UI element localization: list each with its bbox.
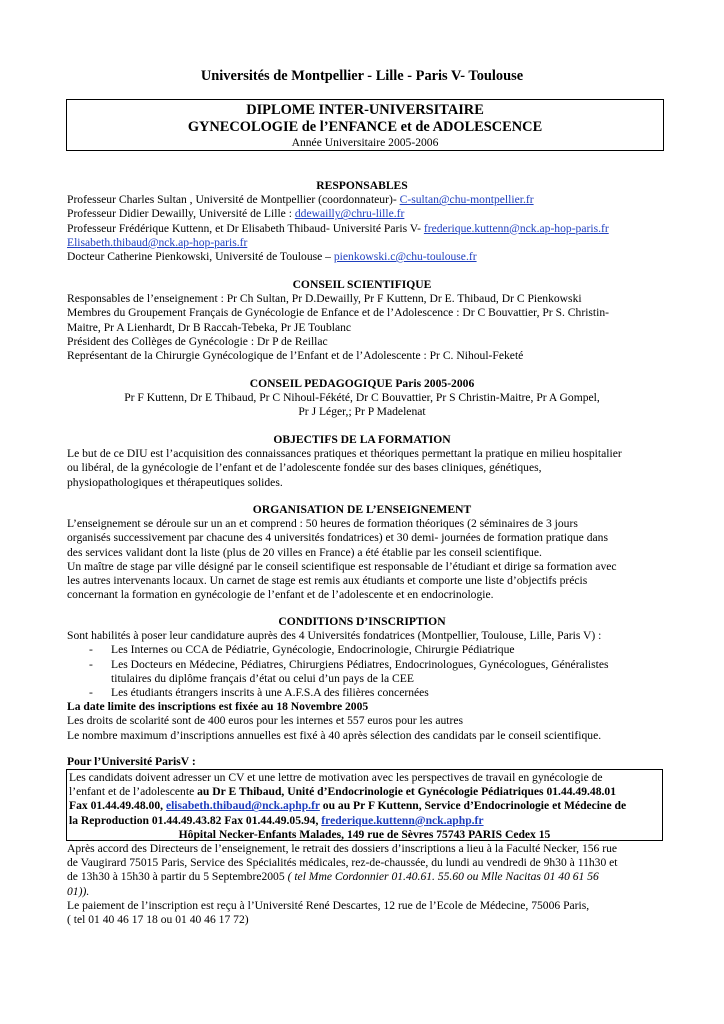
- eligibility-list: [67, 643, 657, 700]
- responsables-heading: RESPONSABLES: [316, 179, 408, 192]
- objectifs-section: [67, 433, 657, 490]
- box-line: Les candidats doivent adresser un CV et une lettre de motivation avec les perspectives de travail en gynécologie de: [69, 771, 603, 784]
- procedure-line: 01)).: [67, 884, 90, 898]
- responsable-kuttenn: Professeur Frédérique Kuttenn, et Dr Elisabeth Thibaud- Université Paris V- frederique.kuttenn@nck.ap-hop-paris.fr: [67, 221, 609, 235]
- conseil-line: Président des Collèges de Gynécologie : Dr P de Reillac: [67, 334, 328, 348]
- list-item: - Les étudiants étrangers inscrits à une A.F.S.A des filières concernées: [67, 686, 657, 700]
- responsables-section: [67, 179, 657, 264]
- box-line: Fax 01.44.49.48.00, elisabeth.thibaud@nck.aphp.fr ou au Pr F Kuttenn, Service d’Endocrinologie et Médecine de: [69, 799, 627, 813]
- box-line: l’enfant et de l’adolescente au Dr E Thibaud, Unité d’Endocrinologie et Gynécologie Pédiatriques 01.44.49.48.01: [69, 785, 617, 799]
- universities-header: Universités de Montpellier - Lille - Paris V- Toulouse: [200, 68, 524, 84]
- email-link-kuttenn-aphp[interactable]: frederique.kuttenn@nck.aphp.fr: [321, 813, 484, 827]
- list-item: - Les Docteurs en Médecine, Pédiatres, Chirurgiens Pédiatres, Endocrinologues, Gynécologues, Généralistes titulaires du diplôme français d’état ou celui d’un pays de la CEE: [67, 658, 657, 686]
- hospital-address: Hôpital Necker-Enfants Malades, 149 rue de Sèvres 75743 PARIS Cedex 15: [178, 827, 551, 841]
- diploma-title-box: [66, 99, 664, 151]
- organisation-line: Un maître de stage par ville désigné par le conseil scientifique est responsable de l’étudiant et dirige sa formation avec: [67, 559, 617, 573]
- organisation-line: les autres intervenants locaux. Un carnet de stage est remis aux étudiants et comporte une liste d’objectifs précis: [67, 574, 588, 588]
- conditions-section: [67, 615, 657, 743]
- conseil-line: Responsables de l’enseignement : Pr Ch Sultan, Pr D.Dewailly, Pr F Kuttenn, Dr E. Thibaud, Dr C Pienkowski: [67, 292, 582, 306]
- fees-line: Les droits de scolarité sont de 400 euros pour les internes et 557 euros pour les autres: [67, 714, 464, 728]
- conseil-pedagogique-heading: CONSEIL PEDAGOGIQUE Paris 2005-2006: [249, 377, 475, 390]
- max-inscriptions-line: Le nombre maximum d’inscriptions annuelles est fixé à 40 après sélection des candidats par le conseil scientifique.: [67, 728, 602, 742]
- paris-heading: Pour l’Université ParisV :: [67, 755, 196, 768]
- payment-line: ( tel 01 40 46 17 18 ou 01 40 46 17 72): [67, 913, 249, 927]
- conditions-heading: CONDITIONS D’INSCRIPTION: [278, 615, 446, 628]
- organisation-line: concernant la formation en gynécologie de l’enfant et de l’adolescente et en endocrinologie.: [67, 588, 494, 602]
- organisation-section: [67, 503, 657, 602]
- academic-year: Année Universitaire 2005-2006: [291, 136, 439, 149]
- pedagogique-line: Pr J Léger,; Pr P Madelenat: [298, 405, 426, 419]
- paris-procedure: [67, 842, 657, 927]
- email-link-thibaud-aphp[interactable]: elisabeth.thibaud@nck.aphp.fr: [165, 799, 320, 813]
- diploma-title-line2: GYNECOLOGIE de l’ENFANCE et de ADOLESCENCE: [187, 119, 543, 135]
- organisation-line: organisés successivement par chacune des 4 universités fondatrices) et 30 demi- journées de formation pratique dans: [67, 531, 608, 545]
- responsable-dewailly: Professeur Didier Dewailly, Université de Lille : ddewailly@chru-lille.fr: [67, 207, 405, 221]
- objectifs-line: ou libéral, de la gynécologie de l’enfant et de l’adolescente fondée sur des bases cliniques, génétiques,: [67, 461, 542, 475]
- email-link-pienkowski[interactable]: pienkowski.c@chu-toulouse.fr: [333, 250, 477, 264]
- procedure-line: Après accord des Directeurs de l’enseignement, le retrait des dossiers d’inscriptions a lieu à la Faculté Necker, 156 rue: [67, 842, 618, 855]
- conseil-line: Représentant de la Chirurgie Gynécologique de l’Enfant et de l’Adolescente : Pr C. Nihoul-Feketé: [67, 349, 524, 363]
- organisation-line: des services validant dont la liste (plus de 20 villes en France) a été établie par les conseil scientifique.: [67, 545, 542, 559]
- responsable-sultan: Professeur Charles Sultan , Université de Montpellier (coordonnateur)- C-sultan@chu-montpellier.fr: [67, 193, 534, 207]
- list-item: - Les Internes ou CCA de Pédiatrie, Gynécologie, Endocrinologie, Chirurgie Pédiatrique: [67, 643, 657, 657]
- procedure-line: de 13h30 à 15h30 à partir du 5 Septembre2005 ( tel Mme Cordonnier 01.40.61. 55.60 ou Mlle Nacitas 01 40 61 56: [67, 870, 599, 884]
- conseil-line: Membres du Groupement Français de Gynécologie de Enfance et de l’Adolescence : Dr C Bouvattier, Pr S. Christin-: [67, 306, 610, 320]
- paris-contact-box: [66, 769, 663, 841]
- email-link-sultan[interactable]: C-sultan@chu-montpellier.fr: [399, 193, 534, 207]
- organisation-heading: ORGANISATION DE L’ENSEIGNEMENT: [252, 503, 472, 516]
- responsable-thibaud-email: [67, 236, 657, 250]
- conseil-scientifique-section: [67, 278, 657, 363]
- email-link-thibaud[interactable]: Elisabeth.thibaud@nck.ap-hop-paris.fr: [67, 235, 248, 249]
- objectifs-line: physiopathologiques et thérapeutiques solides.: [67, 475, 283, 489]
- objectifs-line: Le but de ce DIU est l’acquisition des connaissances pratiques et théoriques permettant la pratique en milieu hospitalier: [67, 447, 622, 461]
- conseil-line: Maitre, Pr A Lienhardt, Dr B Raccah-Tebeka, Pr JE Toublanc: [67, 320, 352, 334]
- conditions-intro: Sont habilités à poser leur candidature auprès des 4 Universités fondatrices (Montpellier, Toulouse, Lille, Paris V) :: [67, 629, 602, 643]
- email-link-kuttenn[interactable]: frederique.kuttenn@nck.ap-hop-paris.fr: [423, 221, 609, 235]
- procedure-line: de Vaugirard 75015 Paris, Service des Spécialités médicales, rez-de-chaussée, du lundi au vendredi de 9h30 à 11h30 et: [67, 856, 618, 870]
- responsable-pienkowski: Docteur Catherine Pienkowski, Université de Toulouse – pienkowski.c@chu-toulouse.fr: [67, 250, 477, 264]
- payment-line: Le paiement de l’inscription est reçu à l’Université René Descartes, 12 rue de l’Ecole de Médecine, 75006 Paris,: [67, 898, 590, 912]
- deadline-notice: La date limite des inscriptions est fixée au 18 Novembre 2005: [67, 700, 369, 714]
- conseil-pedagogique-section: [67, 377, 657, 420]
- diploma-title-line1: DIPLOME INTER-UNIVERSITAIRE: [246, 102, 484, 118]
- conseil-scientifique-heading: CONSEIL SCIENTIFIQUE: [292, 278, 432, 291]
- box-line: la Reproduction 01.44.49.43.82 Fax 01.44.49.05.94, frederique.kuttenn@nck.aphp.fr: [69, 813, 484, 827]
- pedagogique-line: Pr F Kuttenn, Dr E Thibaud, Pr C Nihoul-Fékété, Dr C Bouvattier, Pr S Christin-Maitre, Pr A Gompel,: [124, 391, 600, 405]
- objectifs-heading: OBJECTIFS DE LA FORMATION: [273, 433, 451, 446]
- organisation-line: L’enseignement se déroule sur un an et comprend : 50 heures de formation théoriques (2 séminaires de 3 jours: [67, 517, 578, 531]
- email-link-dewailly[interactable]: ddewailly@chru-lille.fr: [294, 207, 405, 221]
